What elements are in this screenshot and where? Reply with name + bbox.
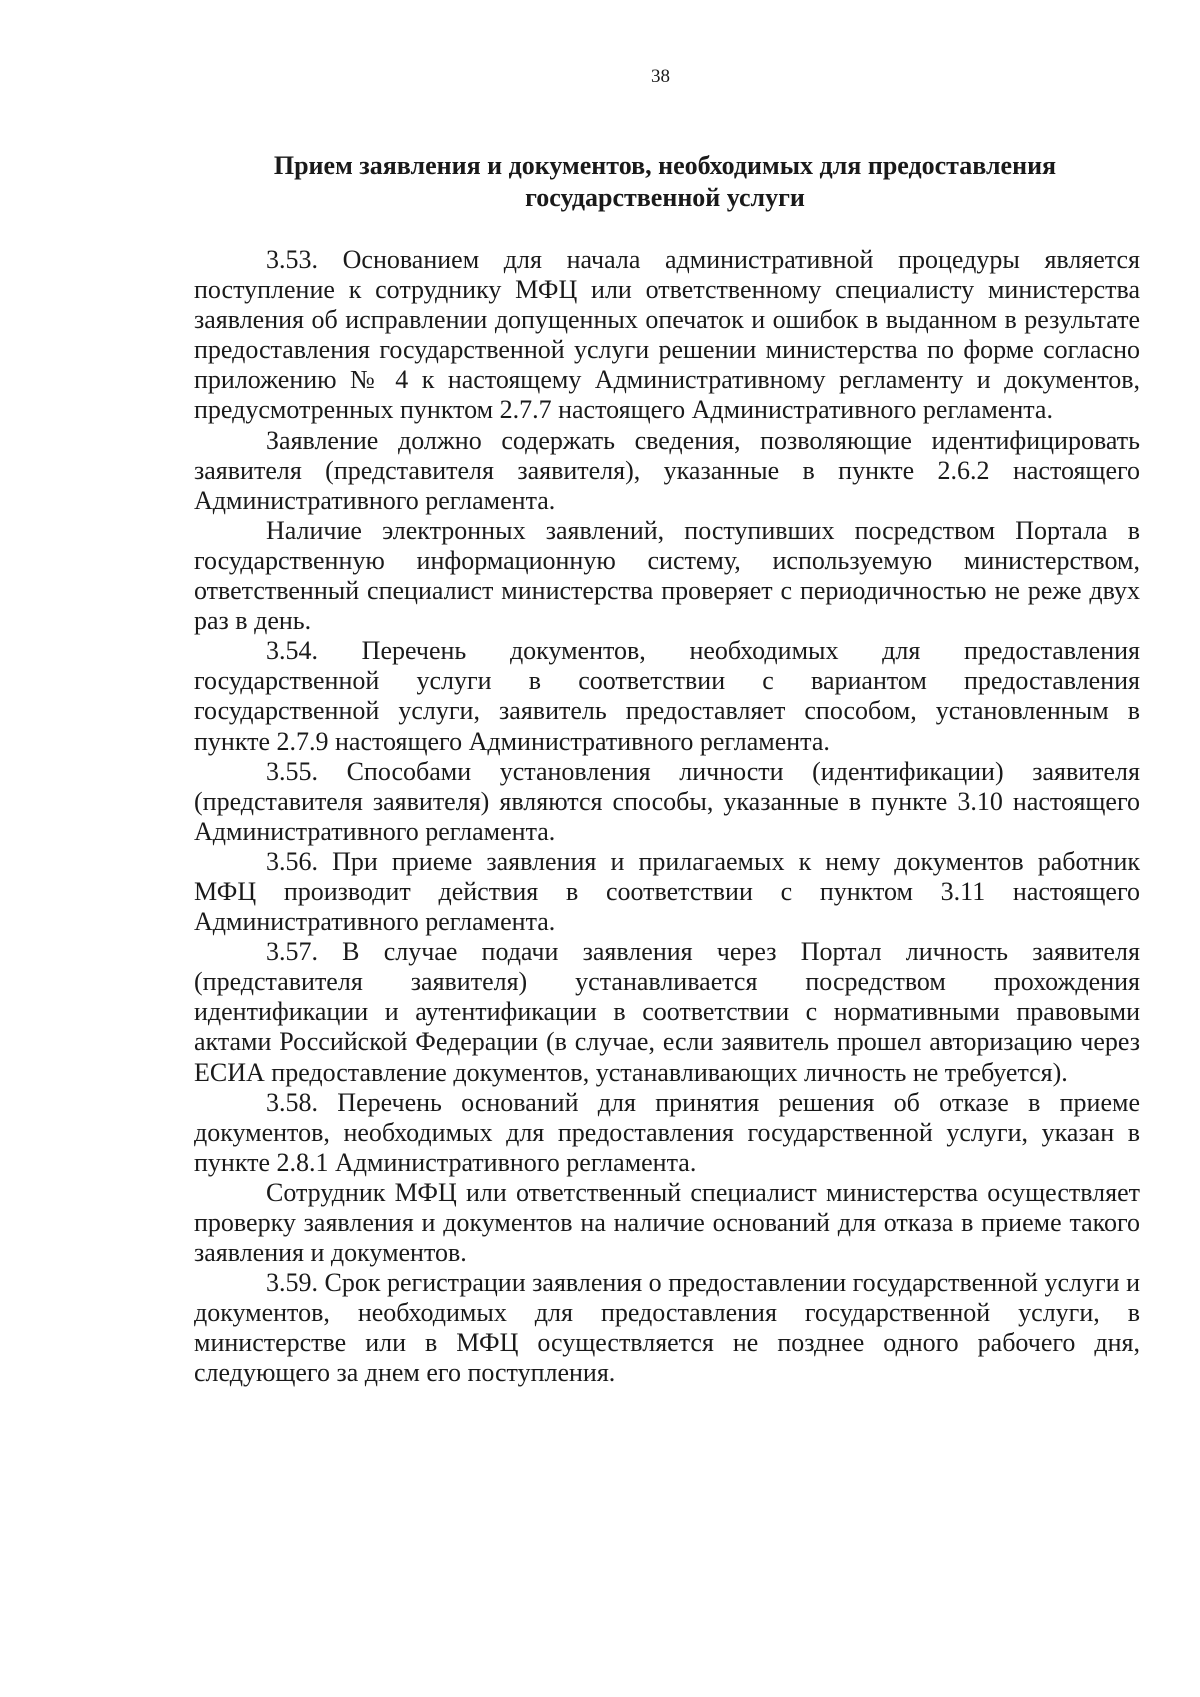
paragraph-application-content: Заявление должно содержать сведения, позволяющие идентифицировать заявителя (представителя заявителя), указанные в пункте 2.6.2 настоящего Административного регламента. — [194, 425, 1140, 515]
section-title-line-2: государственной услуги — [525, 183, 805, 212]
document-body — [194, 245, 1140, 1389]
paragraph-3-56: 3.56. При приеме заявления и прилагаемых к нему документов работник МФЦ производит действия в соответствии с пунктом 3.11 настоящего Административного регламента. — [194, 846, 1140, 937]
paragraph-3-55: 3.55. Способами установления личности (идентификации) заявителя (представителя заявителя) являются способы, указанные в пункте 3.10 настоящего Административного регламента. — [194, 756, 1140, 846]
page-number: 38 — [651, 66, 670, 87]
paragraph-3-59: 3.59. Срок регистрации заявления о предоставлении государственной услуги и документов, необходимых для предоставления государственной услуги, в министерстве или в МФЦ осуществляется не позднее одного рабочего дня, следующего за днем его поступления. — [194, 1268, 1140, 1388]
paragraph-3-53: 3.53. Основанием для начала административной процедуры является поступление к сотруднику МФЦ или ответственному специалисту министерства заявления об исправлении допущенных опечаток и ошибок в выданном в результате предоставления государственной услуги решении министерства по форме согласно приложению № 4 к настоящему Административному регламенту и документов, предусмотренных пунктом 2.7.7 настоящего Административного регламента. — [194, 245, 1140, 425]
paragraph-3-57: 3.57. В случае подачи заявления через Портал личность заявителя (представителя заявителя) устанавливается посредством прохождения идентификации и аутентификации в соответствии с нормативными правовыми актами Российской Федерации (в случае, если заявитель прошел авторизацию через ЕСИА предоставление документов, устанавливающих личность не требуется). — [194, 937, 1140, 1087]
paragraph-3-58: 3.58. Перечень оснований для принятия решения об отказе в приеме документов, необходимых для предоставления государственной услуги, указан в пункте 2.8.1 Административного регламента. — [194, 1087, 1140, 1177]
paragraph-3-54: 3.54. Перечень документов, необходимых для предоставления государственной услуги в соответствии с вариантом предоставления государственной услуги, заявитель предоставляет способом, установленным в пункте 2.7.9 настоящего Административного регламента. — [194, 636, 1140, 756]
paragraph-electronic-applications: Наличие электронных заявлений, поступивших посредством Портала в государственную информационную систему, используемую министерством, ответственный специалист министерства проверяет с периодичностью не реже двух раз в день. — [194, 515, 1140, 636]
paragraph-mfc-check: Сотрудник МФЦ или ответственный специалист министерства осуществляет проверку заявления и документов на наличие оснований для отказа в приеме такого заявления и документов. — [194, 1177, 1140, 1268]
section-title-line-1: Прием заявления и документов, необходимых для предоставления — [273, 151, 1057, 180]
section-title — [190, 150, 1140, 214]
